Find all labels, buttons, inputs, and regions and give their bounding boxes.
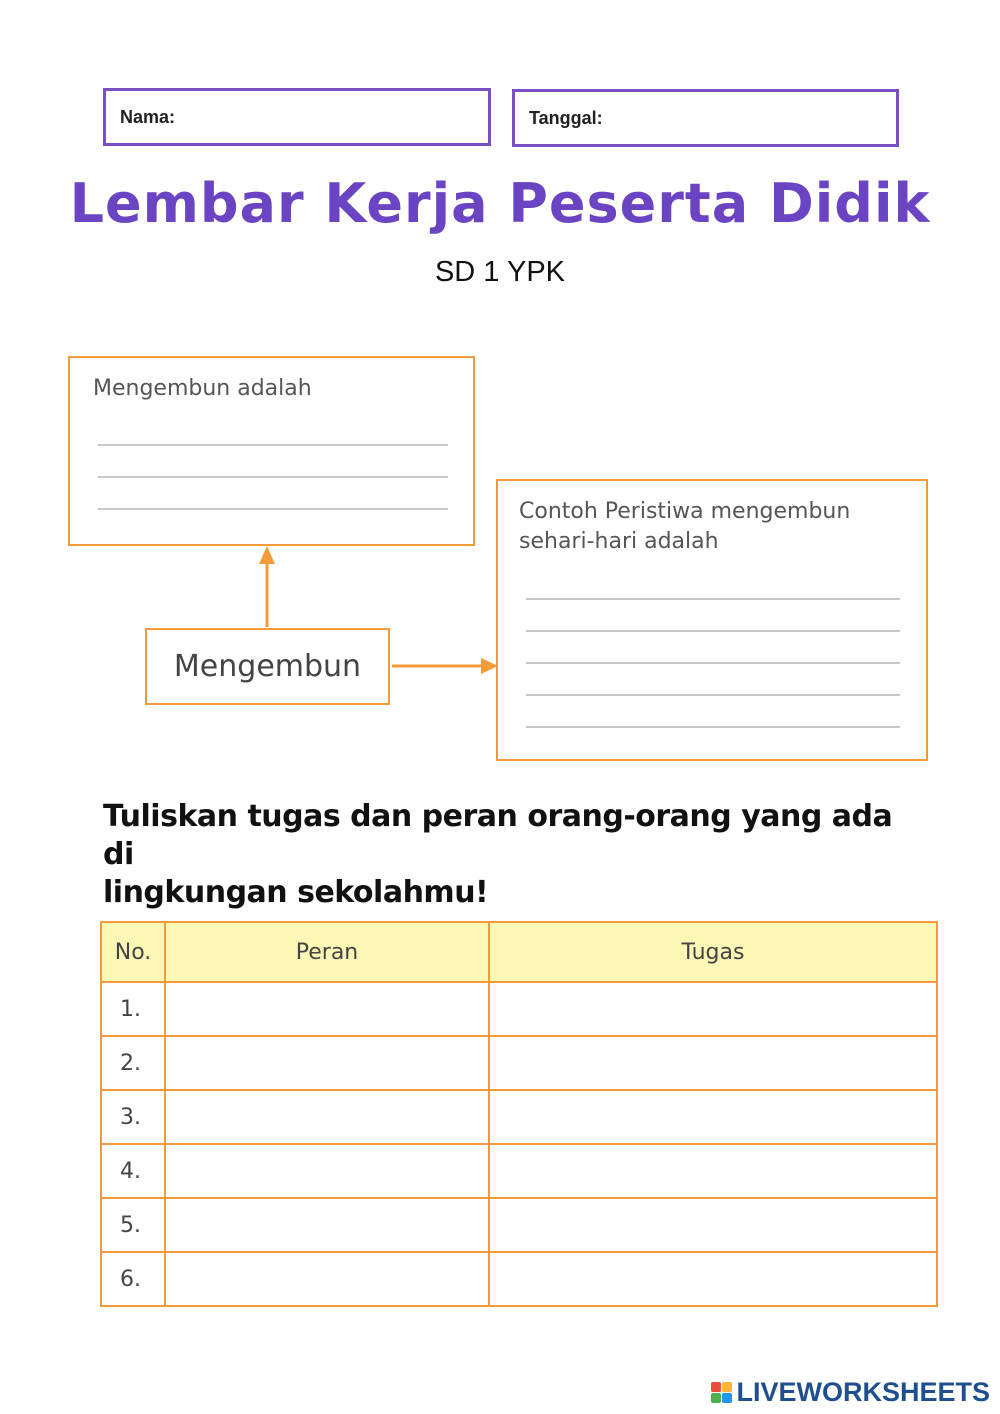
roles-table — [100, 921, 938, 1307]
liveworksheets-logo-icon — [711, 1382, 732, 1403]
header-peran: Peran — [165, 922, 489, 982]
date-label: Tanggal: — [529, 107, 603, 128]
answer-line[interactable] — [98, 476, 448, 478]
header-no: No. — [101, 922, 165, 982]
answer-line[interactable] — [98, 444, 448, 446]
instruction-line1: Tuliskan tugas dan peran orang-orang yang ada di — [103, 799, 893, 872]
name-label: Nama: — [120, 106, 176, 127]
liveworksheets-brand[interactable] — [711, 1377, 990, 1408]
row-number: 1. — [101, 982, 165, 1036]
definition-label: Mengembun adalah — [93, 376, 312, 401]
instruction-text — [103, 798, 923, 912]
table-row — [101, 1036, 937, 1090]
example-label-line1: Contoh Peristiwa mengembun — [519, 499, 851, 524]
tugas-cell[interactable] — [489, 1036, 937, 1090]
logo-cell — [722, 1393, 732, 1403]
table-row — [101, 1144, 937, 1198]
answer-line[interactable] — [526, 630, 900, 632]
tugas-cell[interactable] — [489, 1252, 937, 1306]
tugas-cell[interactable] — [489, 1198, 937, 1252]
name-field[interactable] — [103, 88, 491, 146]
answer-line[interactable] — [526, 598, 900, 600]
tugas-cell[interactable] — [489, 982, 937, 1036]
right-arrow-icon — [392, 658, 498, 674]
logo-cell — [711, 1382, 721, 1392]
instruction-line2: lingkungan sekolahmu! — [103, 875, 489, 910]
header-tugas: Tugas — [489, 922, 937, 982]
example-label-line2: sehari-hari adalah — [519, 529, 719, 554]
row-number: 2. — [101, 1036, 165, 1090]
row-number: 4. — [101, 1144, 165, 1198]
answer-line[interactable] — [98, 508, 448, 510]
page-subtitle: SD 1 YPK — [434, 256, 566, 288]
example-box — [496, 479, 928, 761]
peran-cell[interactable] — [165, 1036, 489, 1090]
peran-cell[interactable] — [165, 982, 489, 1036]
logo-cell — [711, 1393, 721, 1403]
row-number: 3. — [101, 1090, 165, 1144]
page-title: Lembar Kerja Peserta Didik — [69, 172, 931, 235]
definition-box — [68, 356, 475, 546]
peran-cell[interactable] — [165, 1144, 489, 1198]
center-concept-label: Mengembun — [173, 649, 362, 684]
answer-line[interactable] — [526, 726, 900, 728]
brand-text: LIVEWORKSHEETS — [736, 1377, 990, 1407]
table-row — [101, 1252, 937, 1306]
table-row — [101, 1090, 937, 1144]
peran-cell[interactable] — [165, 1252, 489, 1306]
peran-cell[interactable] — [165, 1198, 489, 1252]
date-field[interactable] — [512, 89, 899, 147]
tugas-cell[interactable] — [489, 1090, 937, 1144]
row-number: 6. — [101, 1252, 165, 1306]
tugas-cell[interactable] — [489, 1144, 937, 1198]
table-row — [101, 982, 937, 1036]
logo-cell — [722, 1382, 732, 1392]
center-concept-box — [145, 628, 390, 705]
answer-line[interactable] — [526, 662, 900, 664]
table-row — [101, 1198, 937, 1252]
answer-line[interactable] — [526, 694, 900, 696]
peran-cell[interactable] — [165, 1090, 489, 1144]
table-header-row — [101, 922, 937, 982]
row-number: 5. — [101, 1198, 165, 1252]
up-arrow-icon — [259, 546, 275, 627]
